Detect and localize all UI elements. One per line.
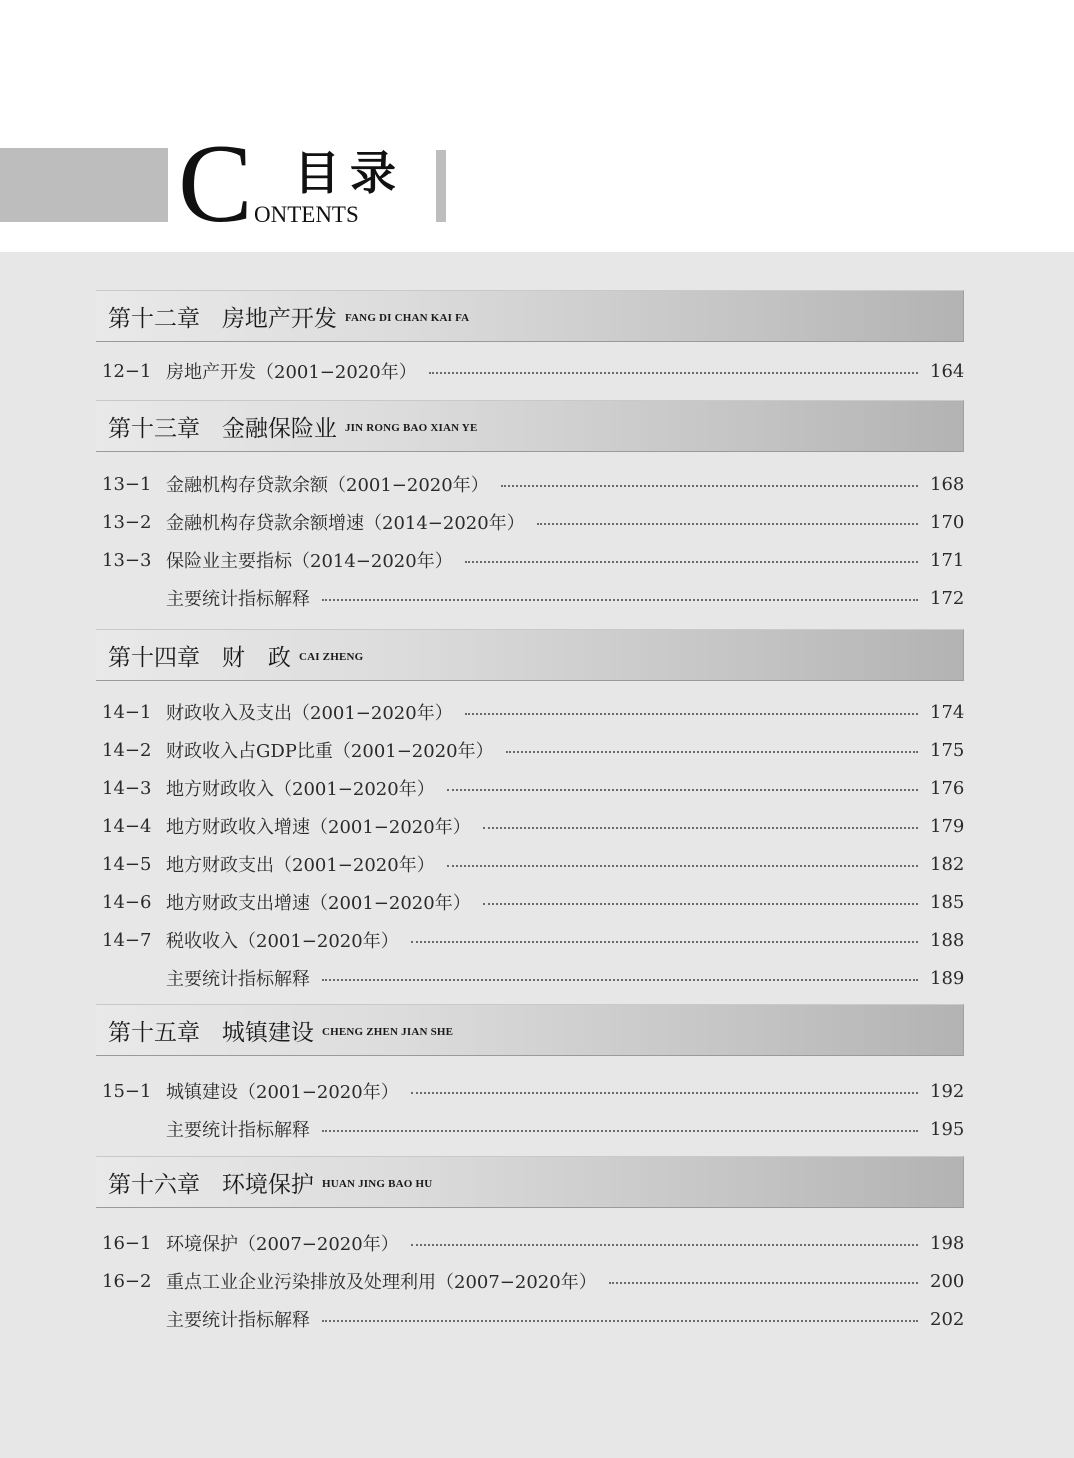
entry-page-number: 176 bbox=[930, 777, 965, 799]
entry-page-number: 189 bbox=[930, 967, 965, 989]
toc-entry[interactable] bbox=[102, 508, 965, 536]
entry-title: 保险业主要指标（2014−2020年） bbox=[166, 551, 453, 572]
entry-title: 重点工业企业污染排放及处理利用（2007−2020年） bbox=[166, 1272, 597, 1293]
toc-entry[interactable] bbox=[102, 470, 965, 498]
entry-page-number: 179 bbox=[930, 815, 965, 837]
entry-page-number: 198 bbox=[930, 1232, 965, 1254]
entry-code: 13−2 bbox=[102, 511, 152, 533]
dot-leader bbox=[506, 751, 918, 753]
entry-page-number: 188 bbox=[930, 929, 965, 951]
chapter-title: 第十三章 金融保险业 bbox=[108, 415, 337, 442]
toc-entry[interactable] bbox=[102, 584, 965, 612]
dot-leader bbox=[501, 485, 918, 487]
entry-code: 13−3 bbox=[102, 549, 152, 571]
entry-code: 16−2 bbox=[102, 1270, 152, 1292]
entry-code: 14−4 bbox=[102, 815, 152, 837]
chapter-title-en: CAI ZHENG bbox=[298, 650, 364, 663]
entry-title: 金融机构存贷款余额（2001−2020年） bbox=[166, 475, 489, 496]
entry-title: 城镇建设（2001−2020年） bbox=[166, 1082, 399, 1103]
entry-title: 主要统计指标解释 bbox=[166, 969, 310, 990]
dot-leader bbox=[465, 561, 918, 563]
toc-entry[interactable] bbox=[102, 1077, 965, 1105]
chapter-header[interactable] bbox=[96, 1004, 964, 1056]
dot-leader bbox=[465, 713, 918, 715]
toc-entry[interactable] bbox=[102, 698, 965, 726]
dot-leader bbox=[483, 903, 918, 905]
dot-leader bbox=[411, 941, 918, 943]
chapter-title: 第十五章 城镇建设 bbox=[108, 1019, 314, 1046]
dot-leader bbox=[322, 599, 918, 601]
entry-title: 财政收入占GDP比重（2001−2020年） bbox=[166, 741, 494, 762]
entry-code: 14−1 bbox=[102, 701, 152, 723]
page-title-en: ONTENTS bbox=[254, 202, 359, 227]
toc-entry[interactable] bbox=[102, 546, 965, 574]
entry-title: 主要统计指标解释 bbox=[166, 1120, 310, 1141]
chapter-title: 第十二章 房地产开发 bbox=[108, 305, 337, 332]
contents-big-letter: C bbox=[178, 122, 253, 246]
dot-leader bbox=[411, 1092, 918, 1094]
toc-entry[interactable] bbox=[102, 774, 965, 802]
header-decor-bar bbox=[0, 148, 168, 222]
chapter-header[interactable] bbox=[96, 1156, 964, 1208]
dot-leader bbox=[447, 789, 918, 791]
entry-title: 主要统计指标解释 bbox=[166, 1310, 310, 1331]
chapter-title: 第十六章 环境保护 bbox=[108, 1171, 314, 1198]
toc-entry[interactable] bbox=[102, 357, 965, 385]
entry-title: 税收收入（2001−2020年） bbox=[166, 931, 399, 952]
entry-page-number: 171 bbox=[930, 549, 965, 571]
entry-page-number: 164 bbox=[930, 360, 965, 382]
entry-page-number: 174 bbox=[930, 701, 965, 723]
header-decor-rule bbox=[436, 150, 446, 222]
entry-page-number: 200 bbox=[930, 1270, 965, 1292]
toc-entry[interactable] bbox=[102, 1267, 965, 1295]
chapter-header[interactable] bbox=[96, 400, 964, 452]
entry-code: 15−1 bbox=[102, 1080, 152, 1102]
entry-title: 主要统计指标解释 bbox=[166, 589, 310, 610]
toc-entry[interactable] bbox=[102, 1229, 965, 1257]
entry-page-number: 168 bbox=[930, 473, 965, 495]
chapter-header[interactable] bbox=[96, 629, 964, 681]
dot-leader bbox=[322, 1130, 918, 1132]
entry-title: 地方财政收入增速（2001−2020年） bbox=[166, 817, 471, 838]
entry-page-number: 192 bbox=[930, 1080, 965, 1102]
chapter-title: 第十四章 财 政 bbox=[108, 644, 291, 671]
entry-title: 地方财政收入（2001−2020年） bbox=[166, 779, 435, 800]
chapter-title-en: JIN RONG BAO XIAN YE bbox=[344, 421, 478, 434]
toc-entry[interactable] bbox=[102, 888, 965, 916]
entry-code: 14−2 bbox=[102, 739, 152, 761]
entry-page-number: 175 bbox=[930, 739, 965, 761]
page-title: 目录 bbox=[294, 146, 406, 200]
entry-code: 16−1 bbox=[102, 1232, 152, 1254]
entry-title: 金融机构存贷款余额增速（2014−2020年） bbox=[166, 513, 525, 534]
entry-code: 14−6 bbox=[102, 891, 152, 913]
entry-title: 地方财政支出增速（2001−2020年） bbox=[166, 893, 471, 914]
toc-entry[interactable] bbox=[102, 736, 965, 764]
dot-leader bbox=[429, 372, 918, 374]
toc-entry[interactable] bbox=[102, 1115, 965, 1143]
entry-code: 12−1 bbox=[102, 360, 152, 382]
chapter-title-en: HUAN JING BAO HU bbox=[321, 1177, 433, 1190]
entry-title: 地方财政支出（2001−2020年） bbox=[166, 855, 435, 876]
dot-leader bbox=[447, 865, 918, 867]
toc-entry[interactable] bbox=[102, 1305, 965, 1333]
entry-page-number: 182 bbox=[930, 853, 965, 875]
chapter-title-en: CHENG ZHEN JIAN SHE bbox=[321, 1025, 454, 1038]
entry-code: 14−3 bbox=[102, 777, 152, 799]
entry-title: 财政收入及支出（2001−2020年） bbox=[166, 703, 453, 724]
toc-entry[interactable] bbox=[102, 850, 965, 878]
entry-title: 环境保护（2007−2020年） bbox=[166, 1234, 399, 1255]
entry-code: 13−1 bbox=[102, 473, 152, 495]
chapter-header[interactable] bbox=[96, 290, 964, 342]
dot-leader bbox=[322, 1320, 918, 1322]
toc-entry[interactable] bbox=[102, 964, 965, 992]
dot-leader bbox=[411, 1244, 918, 1246]
dot-leader bbox=[537, 523, 918, 525]
toc-entry[interactable] bbox=[102, 812, 965, 840]
entry-page-number: 170 bbox=[930, 511, 965, 533]
entry-page-number: 185 bbox=[930, 891, 965, 913]
entry-title: 房地产开发（2001−2020年） bbox=[166, 362, 417, 383]
entry-page-number: 202 bbox=[930, 1308, 965, 1330]
dot-leader bbox=[322, 979, 918, 981]
toc-entry[interactable] bbox=[102, 926, 965, 954]
dot-leader bbox=[483, 827, 918, 829]
entry-page-number: 195 bbox=[930, 1118, 965, 1140]
chapter-title-en: FANG DI CHAN KAI FA bbox=[344, 311, 470, 324]
dot-leader bbox=[609, 1282, 918, 1284]
entry-page-number: 172 bbox=[930, 587, 965, 609]
entry-code: 14−5 bbox=[102, 853, 152, 875]
entry-code: 14−7 bbox=[102, 929, 152, 951]
